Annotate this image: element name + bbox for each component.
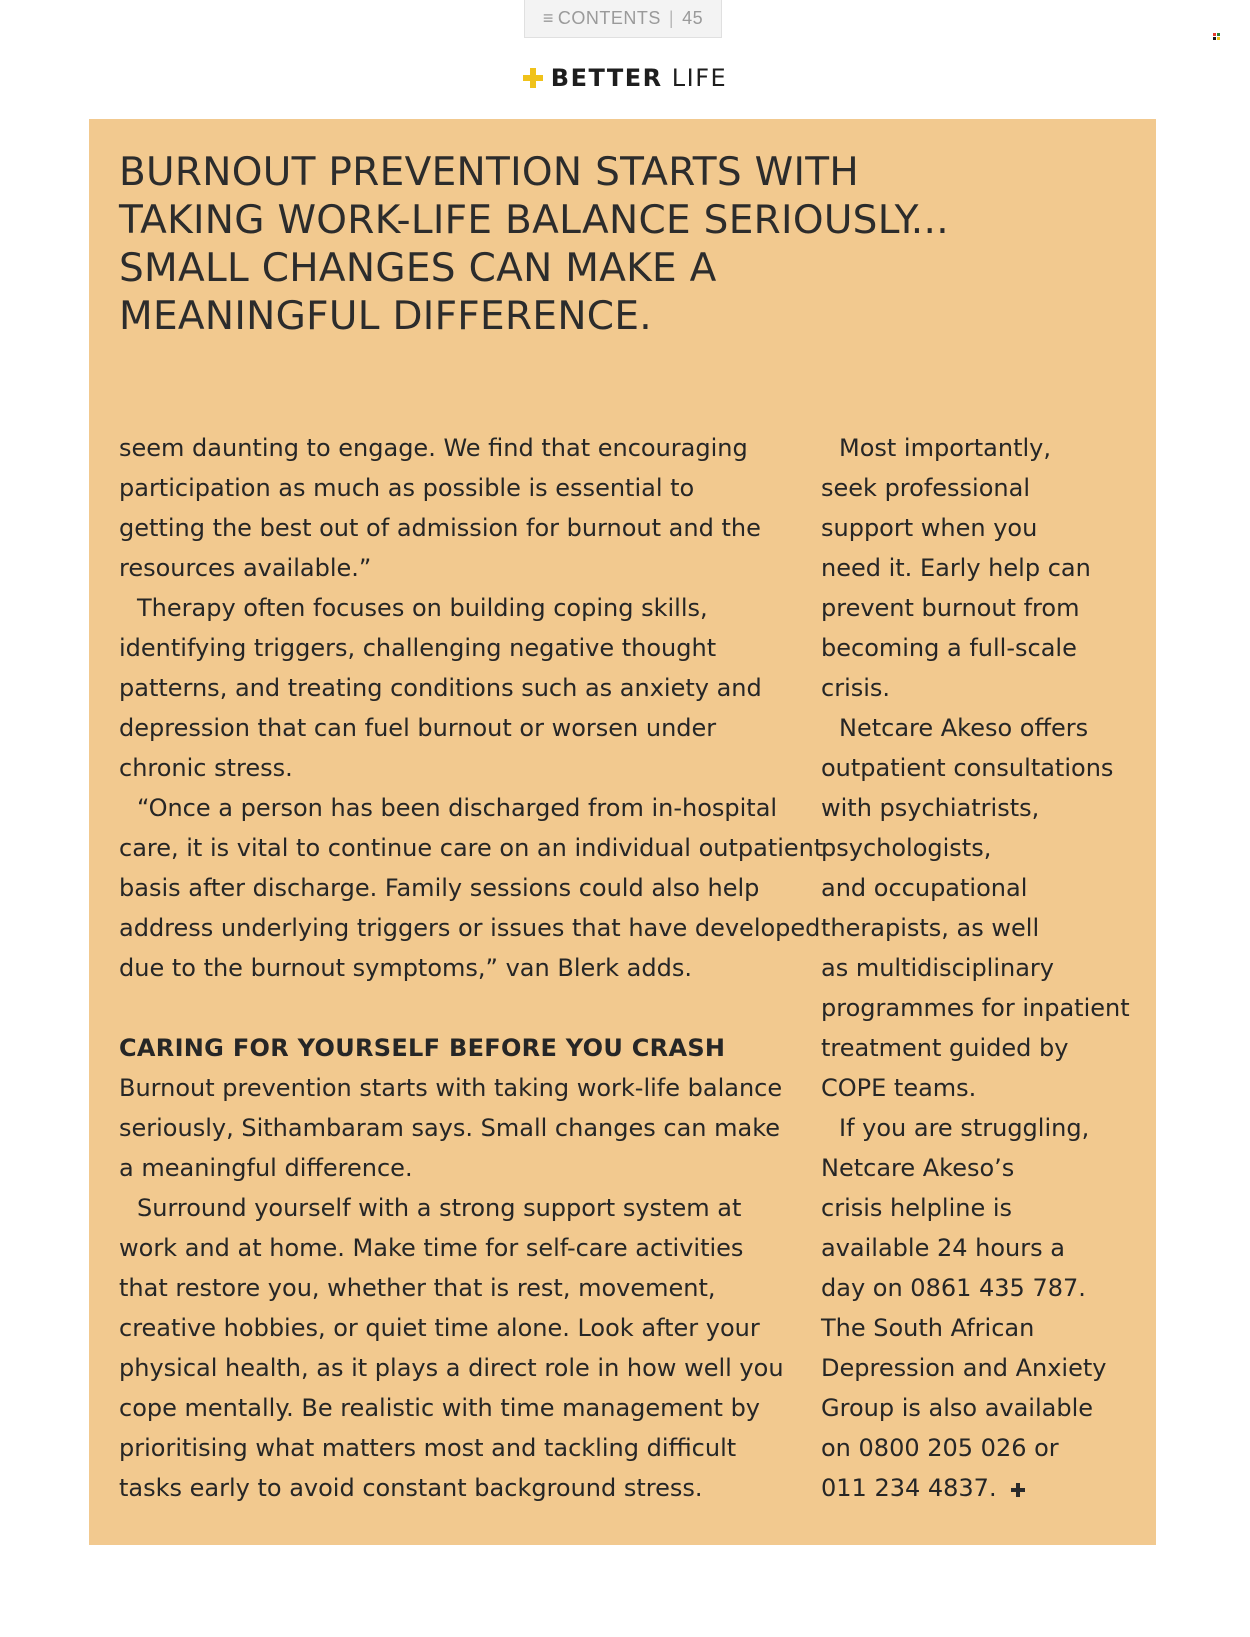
text-line: support when you: [821, 514, 1038, 542]
text-line: crisis helpline is: [821, 1194, 1013, 1222]
text-line: and occupational: [821, 874, 1028, 902]
text-line: on 0800 205 026 or: [821, 1434, 1059, 1462]
text-span: 011 234 4837.: [821, 1474, 997, 1502]
pull-quote-line: BURNOUT PREVENTION STARTS WITH: [119, 150, 860, 195]
text-line: with psychiatrists,: [821, 794, 1040, 822]
text-line: crisis.: [821, 674, 891, 702]
text-line: care, it is vital to continue care on an individual outpatient: [119, 834, 824, 862]
text-line: If you are struggling,: [839, 1114, 1090, 1142]
text-line: therapists, as well: [821, 914, 1040, 942]
text-line: The South African: [821, 1314, 1035, 1342]
pull-quote-line: TAKING WORK-LIFE BALANCE SERIOUSLY...: [119, 198, 949, 243]
paragraph: [119, 588, 794, 788]
text-line: Most importantly,: [839, 434, 1052, 462]
text-line: identifying triggers, challenging negative thought: [119, 634, 717, 662]
section-name-bold: BETTER: [550, 64, 663, 92]
text-line: Netcare Akeso’s: [821, 1154, 1015, 1182]
plus-cross-icon: [523, 68, 543, 88]
right-column: [821, 428, 1141, 1508]
text-line: tasks early to avoid constant background stress.: [119, 1474, 703, 1502]
text-line: participation as much as possible is essential to: [119, 474, 695, 502]
end-of-article-icon: [1011, 1483, 1025, 1497]
contents-label: CONTENTS: [557, 8, 661, 28]
section-header: [0, 64, 1250, 92]
text-line: psychologists,: [821, 834, 992, 862]
text-line: prioritising what matters most and tackling difficult: [119, 1434, 737, 1462]
pull-quote-line: SMALL CHANGES CAN MAKE A: [119, 246, 717, 291]
section-name-light: LIFE: [671, 64, 728, 92]
text-line: seriously, Sithambaram says. Small changes can make: [119, 1114, 781, 1142]
text-line: seem daunting to engage. We find that encouraging: [119, 434, 748, 462]
text-line: physical health, as it plays a direct role in how well you: [119, 1354, 784, 1382]
article-panel: [89, 119, 1156, 1545]
text-line: Burnout prevention starts with taking work-life balance: [119, 1074, 783, 1102]
left-column: [119, 428, 824, 1508]
text-line: that restore you, whether that is rest, movement,: [119, 1274, 716, 1302]
paragraph: [821, 428, 1141, 708]
paragraph: [119, 788, 824, 988]
text-line: Netcare Akeso offers: [839, 714, 1089, 742]
text-line: a meaningful difference.: [119, 1154, 413, 1182]
paragraph: [821, 1108, 1141, 1508]
text-line: basis after discharge. Family sessions could also help: [119, 874, 760, 902]
text-line: becoming a full-scale: [821, 634, 1077, 662]
paragraph: [821, 708, 1141, 1108]
text-line: prevent burnout from: [821, 594, 1080, 622]
text-line: Group is also available: [821, 1394, 1094, 1422]
text-line: work and at home. Make time for self-care activities: [119, 1234, 744, 1262]
paragraph: [119, 428, 794, 588]
text-line: depression that can fuel burnout or worsen under: [119, 714, 717, 742]
paragraph: [119, 1068, 794, 1188]
text-line: need it. Early help can: [821, 554, 1091, 582]
text-line: programmes for inpatient: [821, 994, 1130, 1022]
text-line: available 24 hours a: [821, 1234, 1065, 1262]
text-line: getting the best out of admission for burnout and the: [119, 514, 761, 542]
text-line: patterns, and treating conditions such as anxiety and: [119, 674, 762, 702]
text-line: day on 0861 435 787.: [821, 1274, 1086, 1302]
menu-icon: ≡: [542, 8, 554, 28]
subheading: CARING FOR YOURSELF BEFORE YOU CRASH: [119, 1034, 726, 1062]
text-line: Depression and Anxiety: [821, 1354, 1107, 1382]
text-line-last: [821, 1468, 1141, 1508]
text-line: cope mentally. Be realistic with time management by: [119, 1394, 761, 1422]
text-line: resources available.”: [119, 554, 372, 582]
divider: |: [668, 8, 675, 28]
text-line: Surround yourself with a strong support system at: [137, 1194, 742, 1222]
text-line: “Once a person has been discharged from in-hospital: [137, 794, 778, 822]
text-line: COPE teams.: [821, 1074, 977, 1102]
text-line: treatment guided by: [821, 1034, 1069, 1062]
text-line: address underlying triggers or issues that have developed: [119, 914, 821, 942]
text-line: chronic stress.: [119, 754, 293, 782]
text-line: seek professional: [821, 474, 1030, 502]
pull-quote: [119, 149, 1129, 341]
page-number: 45: [682, 8, 704, 28]
text-line: Therapy often focuses on building coping skills,: [137, 594, 708, 622]
text-line: outpatient consultations: [821, 754, 1114, 782]
corner-logo-icon: [1213, 33, 1220, 40]
paragraph: [119, 1188, 794, 1508]
contents-button[interactable]: [524, 0, 722, 38]
text-line: creative hobbies, or quiet time alone. Look after your: [119, 1314, 760, 1342]
text-line: as multidisciplinary: [821, 954, 1055, 982]
spacer: [119, 988, 794, 1028]
text-line: due to the burnout symptoms,” van Blerk adds.: [119, 954, 692, 982]
pull-quote-line: MEANINGFUL DIFFERENCE.: [119, 294, 652, 339]
